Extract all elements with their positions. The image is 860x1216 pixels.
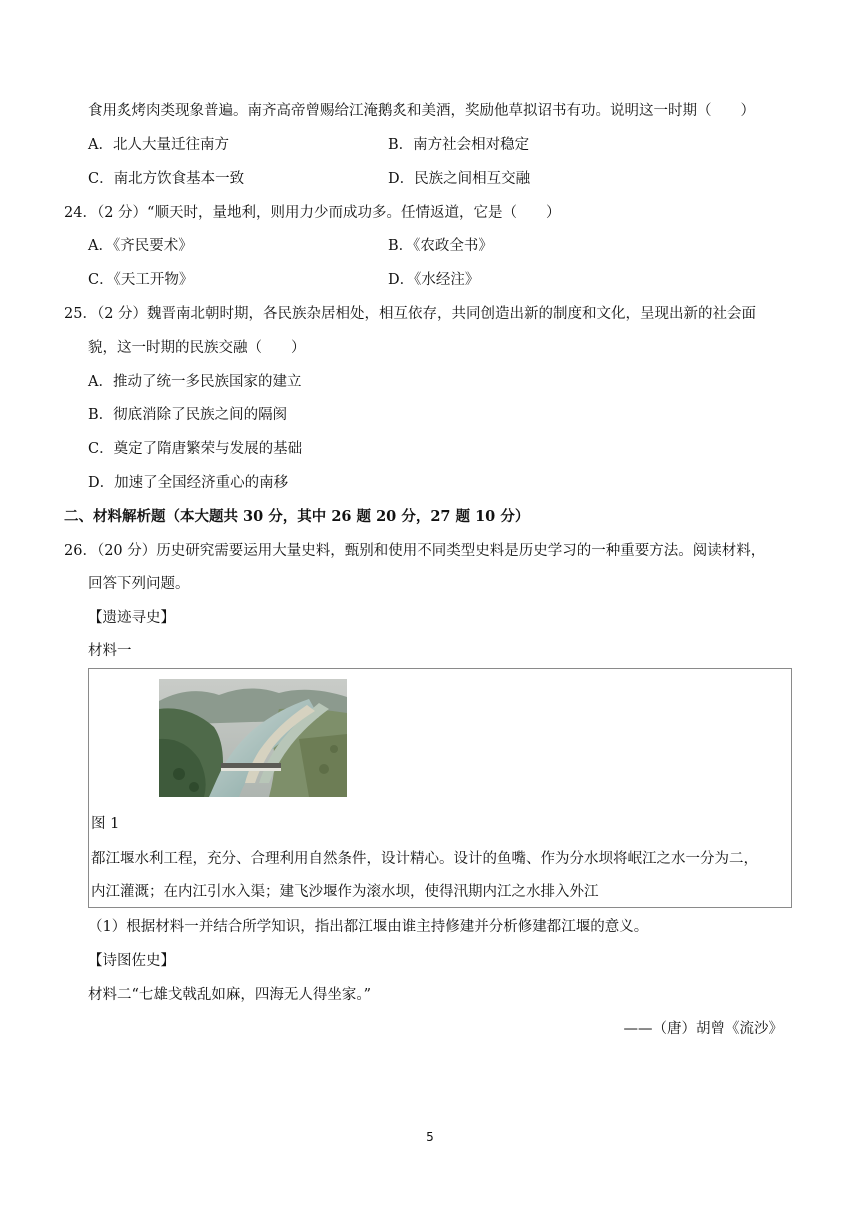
material-two-source: ——（唐）胡曾《流沙》 [623, 1021, 783, 1037]
q24-stem: 24．（2 分）“顺天时，量地利，则用力少而成功多。任情返道，它是（ ） [64, 205, 561, 221]
q23-option-d: D．民族之间相互交融 [388, 171, 531, 187]
material-two: 材料二“七雄戈戟乱如麻，四海无人得坐家。” [88, 987, 372, 1003]
sub-heading-relics: 【遗迹寻史】 [88, 610, 175, 626]
sub-question-1: （1）根据材料一并结合所学知识，指出都江堰由谁主持修建并分析修建都江堰的意义。 [88, 919, 649, 935]
q24-option-a: A．《齐民要术》 [88, 238, 193, 254]
q25-stem-line1: 25．（2 分）魏晋南北朝时期，各民族杂居相处，相互依存，共同创造出新的制度和文化，呈现出新的社会面 [64, 306, 757, 322]
q23-option-a: A．北人大量迁往南方 [88, 137, 229, 153]
section-heading: 二、材料解析题（本大题共 30 分，其中 26 题 20 分，27 题 10 分） [64, 508, 530, 525]
q26-stem-line2: 回答下列问题。 [88, 576, 190, 592]
material-one-text-line2: 内江灌溉；在内江引水入渠；建飞沙堰作为滚水坝，使得汛期内江之水排入外江 [91, 884, 599, 900]
sub-heading-poems: 【诗图佐史】 [88, 953, 175, 969]
material-one-label: 材料一 [88, 643, 132, 659]
q25-stem-line2: 貌，这一时期的民族交融（ ） [88, 340, 306, 356]
q25-option-b: B．彻底消除了民族之间的隔阂 [88, 407, 288, 423]
material-one-box [88, 668, 792, 908]
q25-option-c: C．奠定了隋唐繁荣与发展的基础 [88, 441, 303, 457]
q23-option-b: B．南方社会相对稳定 [388, 137, 530, 153]
figure-caption: 图 1 [91, 816, 120, 832]
material-one-text-line1: 都江堰水利工程，充分、合理利用自然条件，设计精心。设计的鱼嘴、作为分水坝将岷江之水一分为二， [91, 851, 758, 867]
q25-option-a: A．推动了统一多民族国家的建立 [88, 374, 302, 390]
q25-option-d: D．加速了全国经济重心的南移 [88, 475, 289, 491]
q23-stem: 食用炙烤肉类现象普遍。南齐高帝曾赐给江淹鹅炙和美酒，奖励他草拟诏书有功。说明这一时期（ ） [88, 103, 755, 119]
q26-stem-line1: 26．（20 分）历史研究需要运用大量史料，甄别和使用不同类型史料是历史学习的一种重要方法。阅读材料， [64, 543, 766, 559]
q24-option-c: C．《天工开物》 [88, 272, 194, 288]
q24-option-b: B．《农政全书》 [388, 238, 493, 254]
dujiangyan-photo [159, 679, 347, 797]
q23-option-c: C．南北方饮食基本一致 [88, 171, 245, 187]
dujiangyan-aerial-image [159, 679, 347, 797]
page-number: 5 [426, 1130, 434, 1144]
q24-option-d: D．《水经注》 [388, 272, 480, 288]
